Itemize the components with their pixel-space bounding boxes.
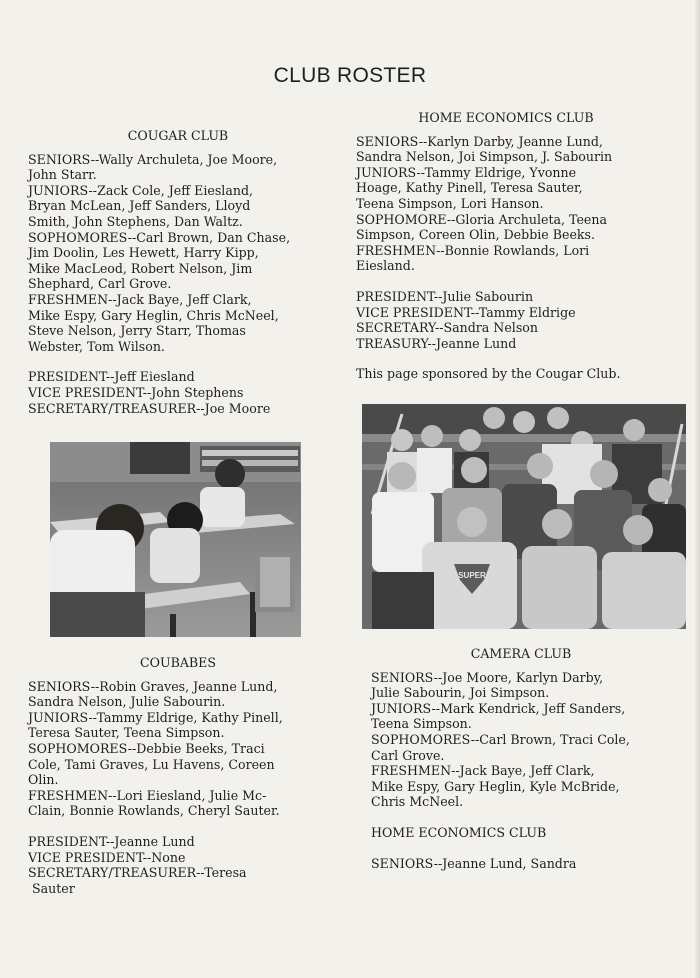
home-ec-section bbox=[356, 110, 656, 382]
coubabes-heading: COUBABES bbox=[140, 655, 216, 670]
camera-club-section bbox=[371, 646, 671, 871]
roster-line: Teresa Sauter, Teena Simpson. bbox=[28, 725, 225, 741]
cougar-club-section bbox=[28, 128, 328, 416]
cougar-club-heading: COUGAR CLUB bbox=[127, 128, 229, 143]
roster-line: FRESHMEN--Bonnie Rowlands, Lori bbox=[356, 242, 590, 258]
roster-line: FRESHMEN--Jack Baye, Jeff Clark, bbox=[371, 763, 595, 779]
roster-line: Mike Espy, Gary Heglin, Kyle McBride, bbox=[371, 778, 620, 794]
roster-line: Mike MacLeod, Robert Nelson, Jim bbox=[28, 260, 253, 276]
roster-line: Sandra Nelson, Joi Simpson, J. Sabourin bbox=[356, 149, 613, 165]
home-ec-heading: HOME ECONOMICS CLUB bbox=[418, 110, 594, 125]
roster-line: John Starr. bbox=[28, 167, 97, 183]
classroom-photo bbox=[50, 442, 301, 637]
roster-line: Jim Doolin, Les Hewett, Harry Kipp, bbox=[28, 245, 259, 261]
officer-line: Sauter bbox=[28, 880, 75, 896]
page-title: CLUB ROSTER bbox=[273, 64, 427, 87]
roster-line: Mike Espy, Gary Heglin, Chris McNeel, bbox=[28, 307, 279, 323]
coubabes-section bbox=[28, 655, 328, 896]
roster-line: SENIORS--Wally Archuleta, Joe Moore, bbox=[28, 151, 278, 167]
officer-line: VICE PRESIDENT--Tammy Eldrige bbox=[356, 304, 576, 320]
officer-line: SECRETARY/TREASURER--Teresa bbox=[28, 865, 247, 881]
officer-line: PRESIDENT--Jeanne Lund bbox=[28, 833, 195, 849]
roster-line: Simpson, Coreen Olin, Debbie Beeks. bbox=[356, 227, 595, 243]
roster-line: Olin. bbox=[28, 772, 59, 788]
officer-line: SECRETARY--Sandra Nelson bbox=[356, 320, 538, 336]
roster-line: Teena Simpson. bbox=[371, 716, 472, 732]
roster-line: SOPHOMORES--Debbie Beeks, Traci bbox=[28, 740, 265, 756]
roster-line: Julie Sabourin, Joi Simpson. bbox=[371, 685, 550, 701]
roster-line: Eiesland. bbox=[356, 258, 415, 274]
roster-line: FRESHMEN--Lori Eiesland, Julie Mc- bbox=[28, 787, 267, 803]
roster-line: FRESHMEN--Jack Baye, Jeff Clark, bbox=[28, 291, 252, 307]
roster-line: SOPHOMORE--Gloria Archuleta, Teena bbox=[356, 211, 607, 227]
group-photo bbox=[362, 404, 686, 629]
roster-line: Sandra Nelson, Julie Sabourin. bbox=[28, 694, 226, 710]
roster-line: Bryan McLean, Jeff Sanders, Lloyd bbox=[28, 198, 251, 214]
roster-line: Teena Simpson, Lori Hanson. bbox=[356, 195, 544, 211]
roster-line: Carl Grove. bbox=[371, 747, 445, 763]
roster-line: Clain, Bonnie Rowlands, Cheryl Sauter. bbox=[28, 803, 280, 819]
roster-line: SENIORS--Karlyn Darby, Jeanne Lund, bbox=[356, 133, 603, 149]
officer-line: PRESIDENT--Jeff Eiesland bbox=[28, 369, 195, 385]
shirt-logo-text: SUPER bbox=[458, 571, 486, 580]
roster-line: Webster, Tom Wilson. bbox=[28, 338, 165, 354]
roster-line: JUNIORS--Mark Kendrick, Jeff Sanders, bbox=[371, 700, 626, 716]
roster-line: JUNIORS--Tammy Eldrige, Kathy Pinell, bbox=[28, 709, 283, 725]
page-edge-shadow bbox=[694, 0, 700, 978]
roster-line: SENIORS--Jeanne Lund, Sandra bbox=[371, 855, 577, 871]
roster-line: Smith, John Stephens, Dan Waltz. bbox=[28, 213, 243, 229]
roster-line: Hoage, Kathy Pinell, Teresa Sauter, bbox=[356, 180, 583, 196]
roster-line: SENIORS--Joe Moore, Karlyn Darby, bbox=[371, 669, 604, 685]
roster-line: Shephard, Carl Grove. bbox=[28, 276, 172, 292]
home-ec-continued-heading: HOME ECONOMICS CLUB bbox=[371, 824, 547, 840]
roster-line: JUNIORS--Zack Cole, Jeff Eiesland, bbox=[28, 182, 254, 198]
roster-line: Steve Nelson, Jerry Starr, Thomas bbox=[28, 323, 246, 339]
officer-line: VICE PRESIDENT--None bbox=[28, 849, 186, 865]
roster-line: SOPHOMORES--Carl Brown, Traci Cole, bbox=[371, 731, 630, 747]
officer-line: TREASURY--Jeanne Lund bbox=[356, 335, 517, 351]
camera-club-heading: CAMERA CLUB bbox=[470, 646, 572, 661]
officer-line: VICE PRESIDENT--John Stephens bbox=[28, 384, 244, 400]
roster-line: SENIORS--Robin Graves, Jeanne Lund, bbox=[28, 678, 278, 694]
roster-line: Chris McNeel. bbox=[371, 794, 464, 810]
roster-line: SOPHOMORES--Carl Brown, Dan Chase, bbox=[28, 229, 291, 245]
officer-line: PRESIDENT--Julie Sabourin bbox=[356, 288, 534, 304]
officer-line: SECRETARY/TREASURER--Joe Moore bbox=[28, 400, 271, 416]
roster-line: JUNIORS--Tammy Eldrige, Yvonne bbox=[356, 164, 577, 180]
sponsor-note: This page sponsored by the Cougar Club. bbox=[356, 366, 621, 382]
roster-line: Cole, Tami Graves, Lu Havens, Coreen bbox=[28, 756, 275, 772]
